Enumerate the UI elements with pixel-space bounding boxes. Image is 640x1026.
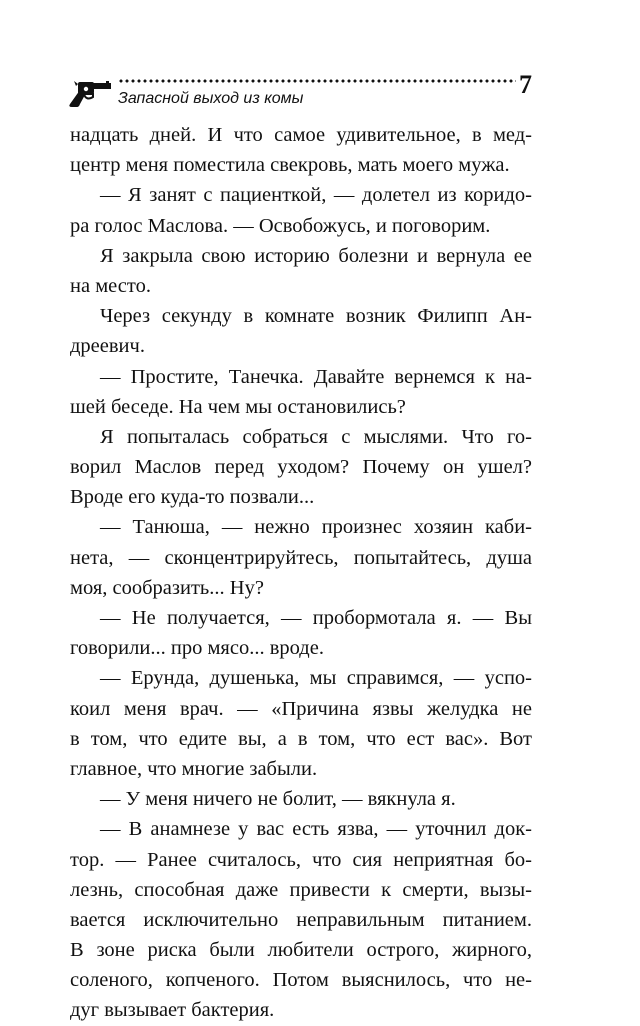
text-line: вается исключительно неправильным питанием. (70, 908, 532, 931)
paragraph (70, 603, 532, 663)
text-line: — В анамнезе у вас есть язва, — уточнил док- (100, 818, 532, 841)
paragraph (70, 422, 532, 513)
text-line: — У меня ничего не болит, — вякнула я. (100, 788, 456, 811)
text-line: говорили... про мясо... вроде. (70, 637, 324, 660)
text-line: тор. — Ранее считалось, что сия неприятная бо- (70, 848, 532, 871)
paragraph (70, 301, 532, 361)
page-number: 7 (519, 70, 532, 99)
text-line: моя, сообразить... Ну? (70, 576, 264, 599)
text-line: соленого, копченого. Потом выяснилось, что не- (70, 969, 532, 992)
text-line: коил меня врач. — «Причина язвы желудка не (70, 697, 532, 720)
paragraph (70, 814, 532, 1025)
text-line: шей беседе. На чем мы остановились? (70, 395, 406, 418)
text-line: ра голос Маслова. — Освобожусь, и поговорим. (70, 214, 491, 237)
page-header (66, 72, 532, 114)
revolver-icon (66, 80, 112, 108)
text-line: Через секунду в комнате возник Филипп Ан- (100, 305, 532, 328)
text-line: центр меня поместила свекровь, мать моего мужа. (70, 154, 510, 177)
text-line: в том, что едите вы, а в том, что ест вас». Вот (70, 727, 532, 750)
text-line: — Не получается, — пробормотала я. — Вы (100, 607, 532, 629)
running-title: Запасной выход из комы (118, 90, 304, 107)
text-line: дреевич. (70, 335, 145, 358)
paragraph (70, 512, 532, 603)
text-line: дуг вызывает бактерия. (70, 999, 275, 1022)
text-line: ворил Маслов перед уходом? Почему он ушел? (70, 456, 532, 479)
text-line: — Танюша, — нежно произнес хозяин каби- (100, 516, 532, 539)
paragraph (70, 120, 532, 180)
text-line: надцать дней. И что самое удивительное, в мед- (70, 124, 532, 146)
header-dotted-rule (118, 78, 516, 84)
body-text (70, 120, 532, 1026)
text-line: Я попыталась собраться с мыслями. Что го- (100, 425, 532, 448)
text-line: — Я занят с пациенткой, — долетел из коридо- (100, 184, 532, 207)
text-line: главное, что многие забыли. (70, 757, 318, 780)
text-line: — Ерунда, душенька, мы справимся, — успо- (100, 667, 532, 690)
paragraph (70, 784, 532, 814)
text-line: нета, — сконцентрируйтесь, попытайтесь, душа (70, 546, 532, 569)
text-line: Я закрыла свою историю болезни и вернула ее (100, 244, 532, 267)
text-line: — Простите, Танечка. Давайте вернемся к на- (100, 365, 532, 388)
paragraph (70, 362, 532, 422)
text-line: на место. (70, 274, 151, 297)
paragraph (70, 663, 532, 784)
paragraph (70, 180, 532, 240)
text-line: Вроде его куда-то позвали... (70, 486, 315, 509)
text-line: лезнь, способная даже привести к смерти, вызы- (70, 878, 532, 901)
text-line: В зоне риска были любители острого, жирного, (70, 939, 532, 962)
paragraph (70, 241, 532, 301)
